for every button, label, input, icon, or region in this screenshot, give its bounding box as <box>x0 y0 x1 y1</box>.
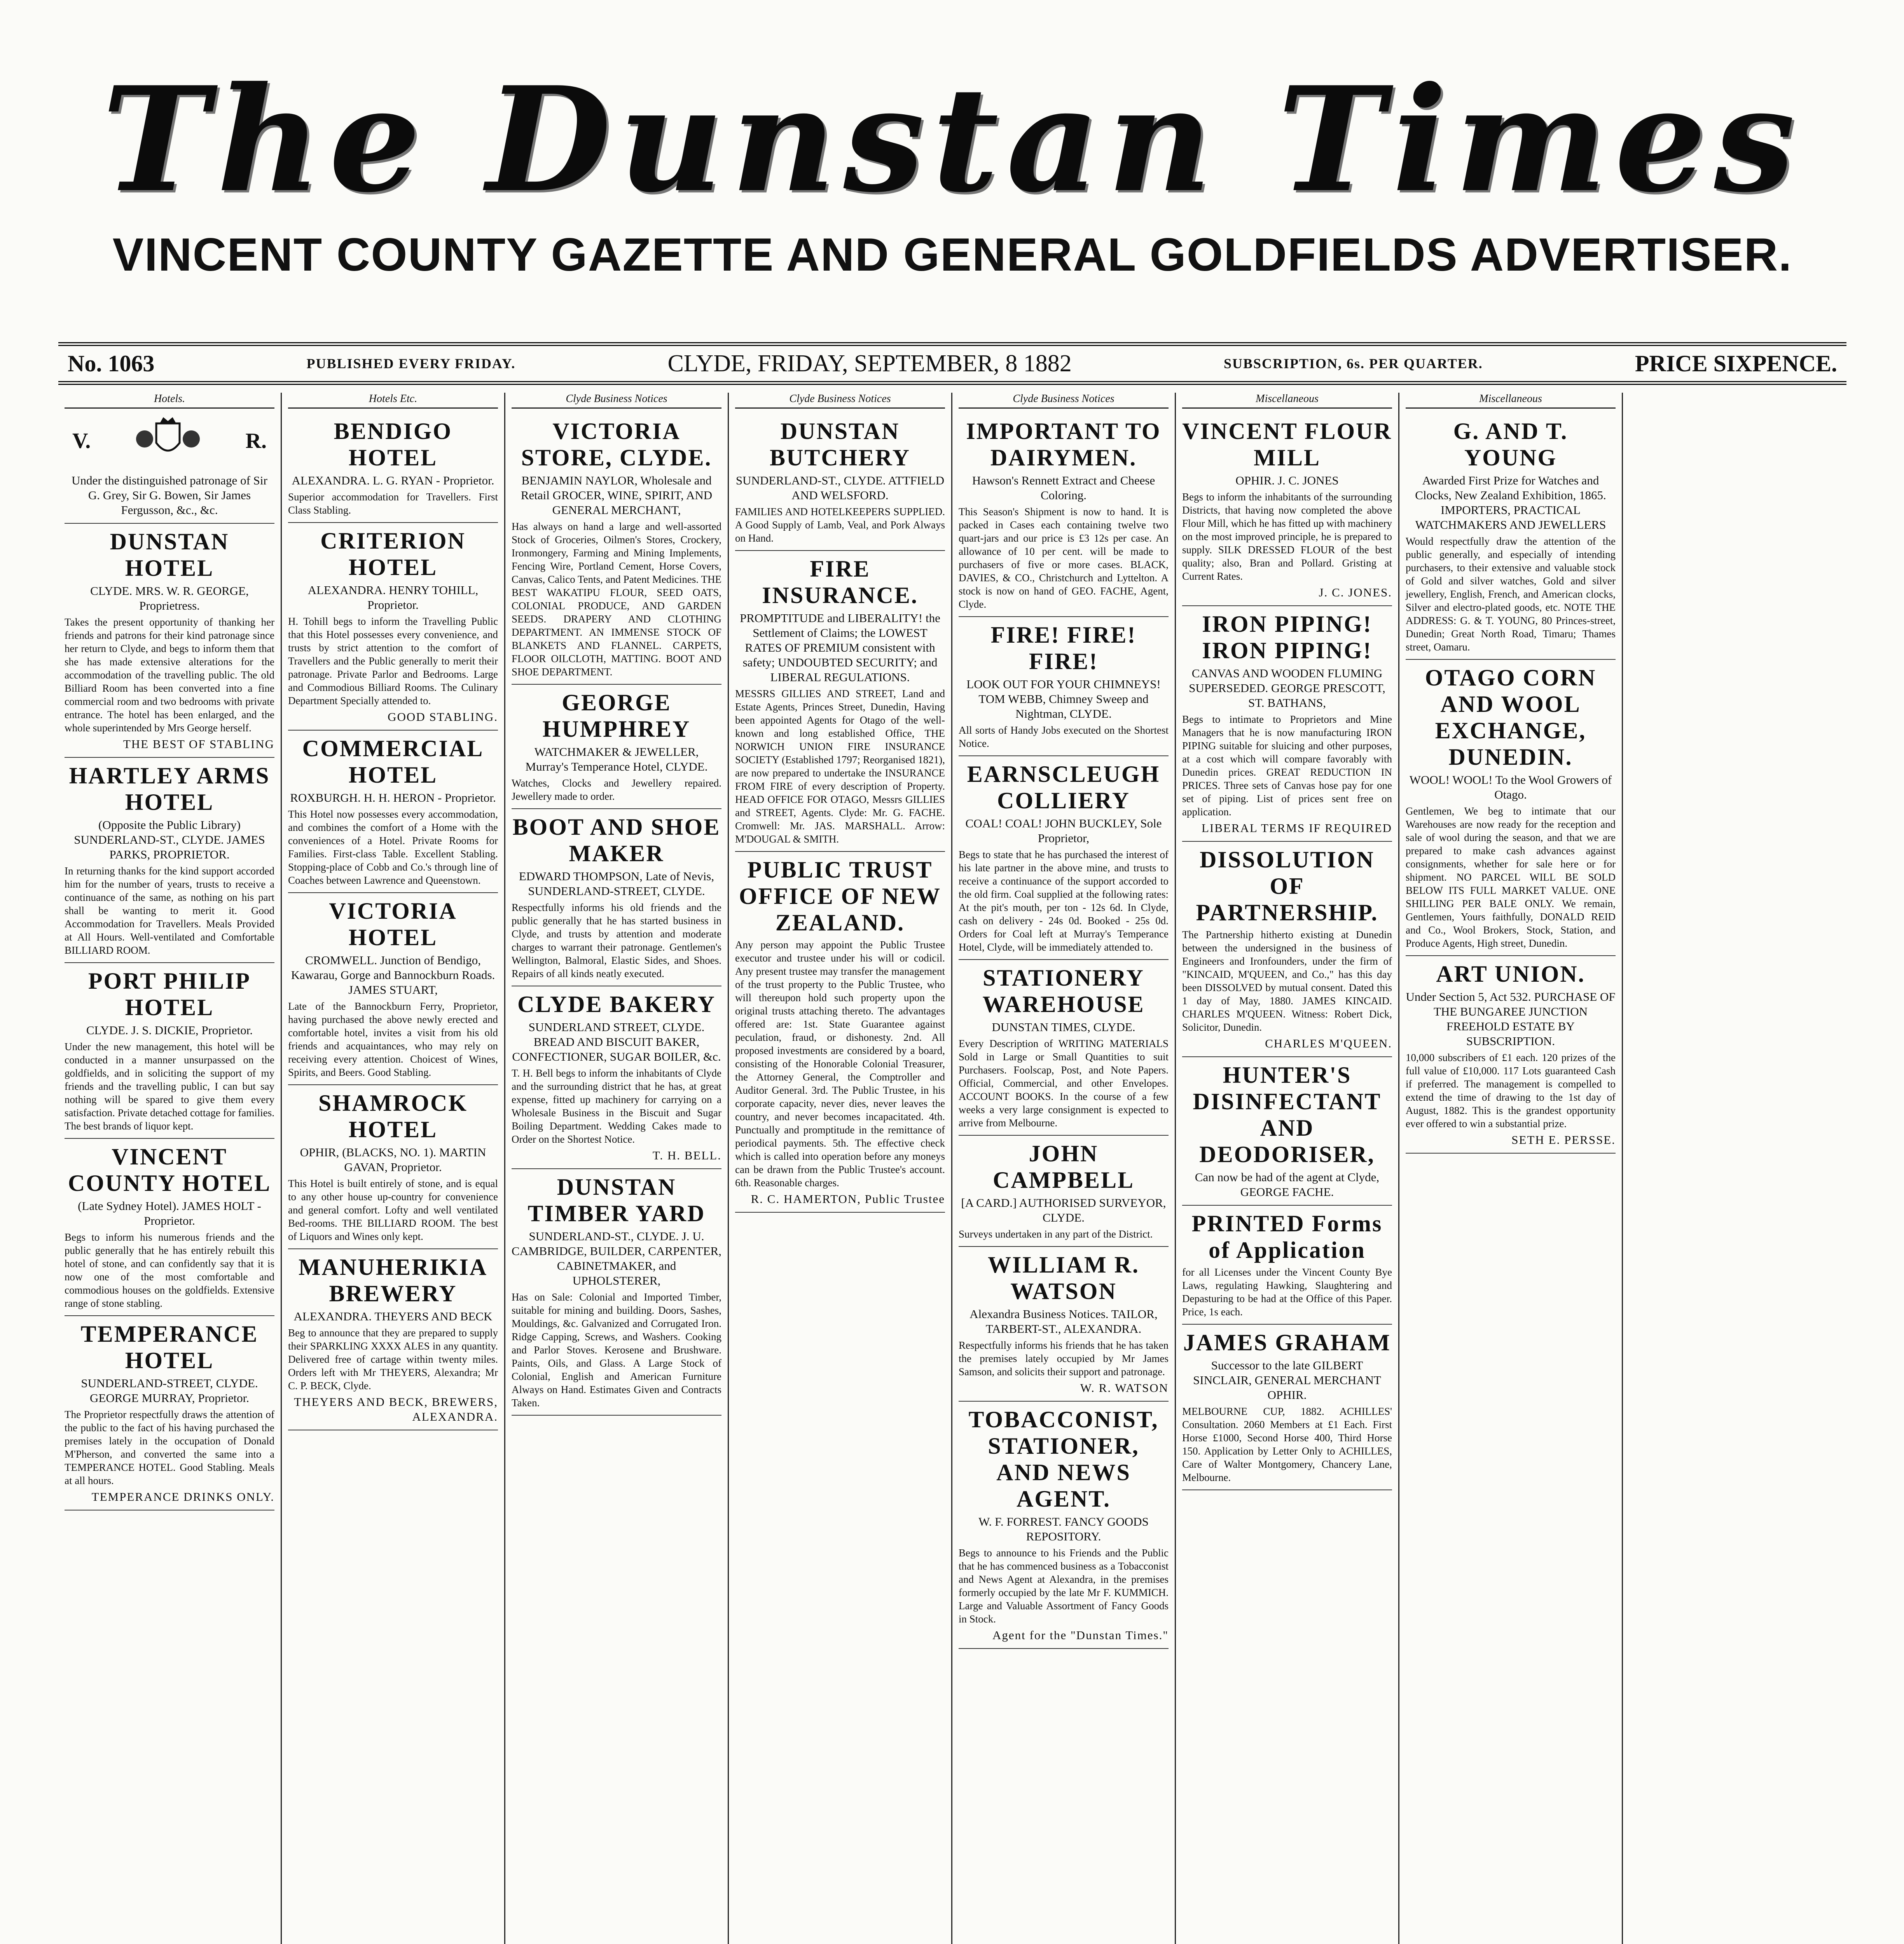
ad-subtitle: ALEXANDRA. HENRY TOHILL, Proprietor. <box>307 583 479 612</box>
ad-body: In returning thanks for the kind support accorded him for the number of years, trusts to receive a continuance of the same, as nothing on his part shall be wanting to merit it. Good Accommodation for Travellers. Meals Provided at All Hours. Well-ventilated and Comfortable BILLIARD ROOM. <box>65 865 274 956</box>
issue-price: PRICE SIXPENCE. <box>1635 350 1837 376</box>
column-2 <box>282 393 505 1944</box>
columns-container <box>58 393 1846 1944</box>
ad-body: 10,000 subscribers of £1 each. 120 prizes of the full value of £10,000. 117 Lots guaranteed Cash if preferred. The management is compelled to extend the time of drawing to the 1st day of August, 1882. This is the grandest opportunity ever offered to win a substantial prize. <box>1406 1052 1616 1129</box>
advertisement <box>288 1085 498 1249</box>
ad-body: Begs to inform his numerous friends and the public generally that he has entirely rebuilt this hotel of stone, and can confidently say that it is now one of the most comfortable and commodious houses on the goldfields. Extensive range of stone stabling. <box>65 1231 274 1309</box>
column-3 <box>505 393 729 1944</box>
ad-title: FIRE INSURANCE. <box>762 556 918 608</box>
ad-title: GEORGE HUMPHREY <box>542 690 691 742</box>
ad-subtitle: SUNDERLAND-ST., CLYDE. J. U. CAMBRIDGE, BUILDER, CARPENTER, CABINETMAKER, and UPHOLSTERER, <box>512 1229 721 1287</box>
ad-title: DUNSTAN HOTEL <box>110 529 229 581</box>
advertisement <box>1182 606 1392 842</box>
ad-body: Beg to announce that they are prepared to supply their SPARKLING XXXX ALES in any quantity. Delivered free of cartage within twenty miles. Orders left with Mr THEYERS, Alexandra; Mr C. P. BECK, Clyde. <box>288 1327 498 1392</box>
ad-body: This Hotel now possesses every accommodation, and combines the comfort of a Home with the conveniences of a Hotel. Private Rooms for Families. First-class Table. Excellent Stabling. Stopping-place of Cobb and Co.'s through line of Coaches between Lawrence and Queenstown. <box>288 808 498 886</box>
advertisement <box>959 1136 1169 1247</box>
ad-title: CRITERION HOTEL <box>320 528 466 580</box>
advertisement <box>1182 413 1392 606</box>
ad-body: Every Description of WRITING MATERIALS Sold in Large or Small Quantities to suit Purchasers. Foolscap, Post, and Note Papers. Official, Commercial, and other Envelopes. ACCOUNT BOOKS. In the course of a few weeks a very large consignment is expected to arrive from Melbourne. <box>959 1038 1169 1129</box>
ad-body: Under the new management, this hotel will be conducted in a manner unsurpassed on the goldfields, and in soliciting the support of my friends and the travelling public, I can but say nothing will be spared to give them every satisfaction. Private detached cottage for families. The best brands of liquor kept. <box>65 1041 274 1132</box>
column-heading: Clyde Business Notices <box>959 393 1169 409</box>
ad-title: SHAMROCK HOTEL <box>318 1090 468 1142</box>
ad-subtitle: PROMPTITUDE and LIBERALITY! the Settlement of Claims; the LOWEST RATES OF PREMIUM consistent with safety; UNDOUBTED SECURITY; and LIBERAL REGULATIONS. <box>740 611 940 684</box>
advertisement <box>512 685 721 809</box>
ad-subtitle: BENJAMIN NAYLOR, Wholesale and Retail GROCER, WINE, SPIRIT, AND GENERAL MERCHANT, <box>521 474 713 517</box>
advertisement <box>65 524 274 758</box>
ad-subtitle: Awarded First Prize for Watches and Clocks, New Zealand Exhibition, 1865. IMPORTERS, PRACTICAL WATCHMAKERS AND JEWELLERS <box>1415 474 1606 531</box>
issue-number: No. 1063 <box>68 350 155 376</box>
advertisement <box>1182 842 1392 1057</box>
ad-body: MELBOURNE CUP, 1882. ACHILLES' Consultation. 2060 Members at £1 Each. First Horse £1000, Second Horse 400, Third Horse 150. Application by Letter Only to ACHILLES, Care of Walter Montgomery, Chancery Lane, Melbourne. <box>1182 1406 1392 1483</box>
ad-title: STATIONERY WAREHOUSE <box>982 965 1145 1017</box>
ad-signature: THEYERS AND BECK, BREWERS, ALEXANDRA. <box>294 1395 498 1423</box>
ad-title: OTAGO CORN AND WOOL EXCHANGE, DUNEDIN. <box>1425 665 1597 770</box>
ad-body: for all Licenses under the Vincent County Bye Laws, regulating Hawking, Slaughtering and Depasturing to be had at the Office of this Paper. Price, 1s each. <box>1182 1266 1392 1318</box>
advertisement <box>959 756 1169 960</box>
ad-subtitle: SUNDERLAND STREET, CLYDE. BREAD AND BISCUIT BAKER, CONFECTIONER, SUGAR BOILER, &c. <box>512 1020 721 1063</box>
coat-of-arms-icon <box>129 416 207 466</box>
advertisement <box>512 413 721 685</box>
advertisement <box>1182 1057 1392 1206</box>
ad-title: VICTORIA HOTEL <box>329 898 457 950</box>
advertisement <box>288 893 498 1085</box>
advertisement <box>65 963 274 1139</box>
ad-title: PUBLIC TRUST OFFICE OF NEW ZEALAND. <box>739 857 942 935</box>
advertisement <box>959 1247 1169 1402</box>
ad-subtitle: WOOL! WOOL! To the Wool Growers of Otago. <box>1409 773 1612 801</box>
crest-letter-left: V. <box>72 429 91 453</box>
column-5 <box>952 393 1176 1944</box>
ad-body: This Season's Shipment is now to hand. It is packed in Cases each containing twelve two quart-jars and our price is £3 12s per case. An allowance of 10 per cent. will be made to purchasers of five or more cases. BLACK, DAVIES, & CO., Christchurch and Lyttelton. A stock is now on hand of GEO. FACHE, Agent, Clyde. <box>959 506 1169 610</box>
ad-title: IMPORTANT TO DAIRYMEN. <box>966 418 1161 470</box>
ad-body: MESSRS GILLIES AND STREET, Land and Estate Agents, Princes Street, Dunedin, Having been appointed Agents for Otago of the well-known and long established Office, THE NORWICH UNION FIRE INSURANCE SOCIETY (Established 1797; Reorganised 1821), are now prepared to undertake the INSURANCE FROM FIRE of every description of Property. HEAD OFFICE FOR OTAGO, Messrs GILLIES and STREET, Agents. Clyde: Mr. G. FACHE. Cromwell: Mr. JAS. MARSHALL. Arrow: M'DOUGAL & SMITH. <box>735 688 945 845</box>
advertisement <box>1406 956 1616 1154</box>
ad-title: VINCENT COUNTY HOTEL <box>68 1144 271 1196</box>
ad-title: DISSOLUTION OF PARTNERSHIP. <box>1196 847 1378 925</box>
ad-subtitle: Alexandra Business Notices. TAILOR, TARBERT-ST., ALEXANDRA. <box>969 1307 1158 1336</box>
ad-title: TEMPERANCE HOTEL <box>80 1321 259 1373</box>
ad-title: DUNSTAN BUTCHERY <box>770 418 910 470</box>
ad-title: TOBACCONIST, STATIONER, AND NEWS AGENT. <box>968 1407 1159 1512</box>
ad-body: FAMILIES AND HOTELKEEPERS SUPPLIED. A Good Supply of Lamb, Veal, and Pork Always on Hand. <box>735 506 945 544</box>
ad-subtitle: COAL! COAL! JOHN BUCKLEY, Sole Proprietor, <box>965 816 1162 845</box>
advertisement <box>65 466 274 524</box>
ad-body: Superior accommodation for Travellers. First Class Stabling. <box>288 491 498 516</box>
advertisement <box>512 809 721 986</box>
ad-subtitle: LOOK OUT FOR YOUR CHIMNEYS! TOM WEBB, Chimney Sweep and Nightman, CLYDE. <box>966 677 1161 720</box>
ad-body: Begs to announce to his Friends and the Public that he has commenced business as a Tobacconist and News Agent at Alexandra, in the premises formerly occupied by the late Mr F. KUMMICH. Large and Valuable Assortment of Fancy Goods in Stock. <box>959 1547 1169 1625</box>
ad-title: CLYDE BAKERY <box>517 991 716 1017</box>
ad-body: This Hotel is built entirely of stone, and is equal to any other house up-country for convenience and general comfort. Lofty and well ventilated Bed-rooms. THE BILLIARD ROOM. The best of Liquors and Wines only kept. <box>288 1178 498 1242</box>
advertisement <box>65 1139 274 1316</box>
advertisement <box>288 523 498 731</box>
masthead-title: The Dunstan Times <box>102 56 1803 224</box>
ad-body: H. Tohill begs to inform the Travelling Public that this Hotel possesses every convenience, and trusts by strict attention to the comfort of Travellers and the Public generally to merit their patronage. Private Parlor and Bedrooms. Large and Commodious Billiard Rooms. The Culinary Department Specially attended to. <box>288 615 498 706</box>
ad-body: The Proprietor respectfully draws the attention of the public to the fact of his having purchased the premises lately in the occupation of Donald M'Pherson, and converted the same into a TEMPERANCE HOTEL. Good Stabling. Meals at all hours. <box>65 1409 274 1486</box>
ad-body: Has on Sale: Colonial and Imported Timber, suitable for mining and building. Doors, Sashes, Mouldings, &c. Galvanized and Corrugated Iron. Ridge Capping, Screws, and Washers. Cooking and Parlor Stoves. Kerosene and Brushware. Paints, Oils, and Glass. A Large Stock of Colonial, English and American Furniture Always on Hand. Estimates Given and Contracts Taken. <box>512 1291 721 1409</box>
advertisement <box>512 986 721 1169</box>
column-6 <box>1176 393 1399 1944</box>
ad-body: T. H. Bell begs to inform the inhabitants of Clyde and the surrounding district that he has, at great expense, fitted up machinery for carrying on a Wholesale Business in the Biscuit and Sugar Boiling Department. Wedding Cakes made to Order on the Shortest Notice. <box>512 1067 721 1145</box>
ad-body: Begs to inform the inhabitants of the surrounding Districts, that having now completed the above Flour Mill, which he has fitted up with machinery on the most improved principle, he is prepared to supply. SILK DRESSED FLOUR of the best quality; also, Bran and Pollard. Gristing at Current Rates. <box>1182 491 1392 582</box>
ad-body: Late of the Bannockburn Ferry, Proprietor, having purchased the above newly erected and comfortable hotel, invites a visit from his old friends and acquaintances, who may rely on receiving every attention. Choicest of Wines, Spirits, and Beers. Good Stabling. <box>288 1000 498 1078</box>
ad-title: FIRE! FIRE! FIRE! <box>990 622 1137 674</box>
ad-subtitle: EDWARD THOMPSON, Late of Nevis, SUNDERLAND-STREET, CLYDE. <box>519 869 714 898</box>
ad-subtitle: ALEXANDRA. THEYERS AND BECK <box>293 1309 493 1323</box>
ad-subtitle: CROMWELL. Junction of Bendigo, Kawarau, Gorge and Bannockburn Roads. JAMES STUART, <box>291 953 495 996</box>
ad-subtitle: CANVAS AND WOODEN FLUMING SUPERSEDED. GEORGE PRESCOTT, ST. BATHANS, <box>1189 666 1385 710</box>
ad-subtitle: [A CARD.] AUTHORISED SURVEYOR, CLYDE. <box>961 1196 1166 1224</box>
ad-signature: LIBERAL TERMS IF REQUIRED <box>1201 821 1392 835</box>
ad-subtitle: CLYDE. J. S. DICKIE, Proprietor. <box>86 1023 253 1037</box>
advertisement <box>1182 1325 1392 1490</box>
ad-signature: T. H. BELL. <box>652 1149 721 1162</box>
ad-subtitle: (Late Sydney Hotel). JAMES HOLT - Proprietor. <box>78 1199 261 1227</box>
ad-body: Takes the present opportunity of thanking her friends and patrons for their kind patronage since her return to Clyde, and begs to inform them that she has made extensive alterations for the accommodation of the travelling public. The old Billiard Room has been converted into a fine commercial room and two bedrooms with private entrance. The hotel has been enlarged, and the whole superintended by Mrs George herself. <box>65 616 274 734</box>
ad-subtitle: Under the distinguished patronage of Sir G. Grey, Sir G. Bowen, Sir James Fergusson, &c., &c. <box>72 474 267 517</box>
ad-signature: TEMPERANCE DRINKS ONLY. <box>91 1490 274 1503</box>
advertisement <box>288 413 498 523</box>
ad-subtitle: Successor to the late GILBERT SINCLAIR, GENERAL MERCHANT OPHIR. <box>1193 1358 1381 1402</box>
advertisement <box>735 551 945 852</box>
ad-subtitle: W. F. FORREST. FANCY GOODS REPOSITORY. <box>978 1515 1149 1543</box>
ad-subtitle: Hawson's Rennett Extract and Cheese Coloring. <box>972 474 1155 502</box>
ad-body: Gentlemen, We beg to intimate that our Warehouses are now ready for the reception and sale of wool during the season, and that we are prepared to make cash advances against consignments, whether for sale here or for shipment. NO PARCEL WILL BE SOLD BELOW ITS FULL MARKET VALUE. ONE SHILLING PER BALE ONLY. We remain, Gentlemen, Yours faithfully, DONALD REID and Co., Wool Brokers, Stock, Station, and Produce Agents, High street, Dunedin. <box>1406 805 1616 949</box>
ad-subtitle: WATCHMAKER & JEWELLER, Murray's Temperance Hotel, CLYDE. <box>525 745 708 773</box>
ad-title: VICTORIA STORE, CLYDE. <box>521 418 712 470</box>
ad-title: JAMES GRAHAM <box>1183 1330 1391 1355</box>
ad-signature: CHARLES M'QUEEN. <box>1265 1037 1392 1050</box>
ad-body: Respectfully informs his old friends and the public generally that he has started business in Clyde, and trusts by attention and moderate charges to warrant their patronage. Gentlemen's Wellington, Balmoral, Elastic Sides, and Shoes. Repairs of all kinds neatly executed. <box>512 902 721 979</box>
column-heading: Clyde Business Notices <box>735 393 945 409</box>
ad-subtitle: SUNDERLAND-ST., CLYDE. ATTFIELD AND WELSFORD. <box>735 474 945 502</box>
ad-title: EARNSCLEUGH COLLIERY <box>967 761 1160 813</box>
masthead-subtitle: VINCENT COUNTY GAZETTE AND GENERAL GOLDFIELDS ADVERTISER. <box>112 229 1792 281</box>
advertisement <box>65 758 274 963</box>
issue-date: CLYDE, FRIDAY, SEPTEMBER, 8 1882 <box>667 350 1072 377</box>
ad-title: ART UNION. <box>1436 961 1585 987</box>
masthead <box>58 58 1846 284</box>
ad-title: BENDIGO HOTEL <box>334 418 452 470</box>
dateline-bar <box>58 342 1846 385</box>
ad-subtitle: Can now be had of the agent at Clyde, GEORGE FACHE. <box>1195 1170 1380 1199</box>
advertisement <box>65 1316 274 1510</box>
column-8 <box>1623 393 1846 1944</box>
advertisement <box>288 1249 498 1430</box>
ad-signature: SETH E. PERSSE. <box>1511 1133 1616 1147</box>
ad-subtitle: CLYDE. MRS. W. R. GEORGE, Proprietress. <box>90 584 249 612</box>
advertisement <box>512 1169 721 1416</box>
ad-title: HARTLEY ARMS HOTEL <box>69 763 270 815</box>
ad-subtitle: OPHIR, (BLACKS, NO. 1). MARTIN GAVAN, Proprietor. <box>300 1145 486 1174</box>
ad-title: IRON PIPING! IRON PIPING! <box>1202 611 1372 663</box>
ad-title: PORT PHILIP HOTEL <box>88 968 251 1020</box>
publication-frequency: PUBLISHED EVERY FRIDAY. <box>306 356 516 371</box>
column-heading: Hotels Etc. <box>288 393 498 409</box>
ad-title: JOHN CAMPBELL <box>992 1141 1135 1193</box>
advertisement <box>1182 1206 1392 1325</box>
ad-subtitle: (Opposite the Public Library) SUNDERLAND-ST., CLYDE. JAMES PARKS, PROPRIETOR. <box>74 818 265 861</box>
ad-body: Has always on hand a large and well-assorted Stock of Groceries, Oilmen's Stores, Crockery, Ironmongery, Farming and Mining Implements, Fencing Wire, Portland Cement, Horse Covers, Canvas, Calico Tents, and Patent Medicines. THE BEST WAKATIPU FLOUR, SEED OATS, COLONIAL PRODUCE, AND GARDEN SEEDS. DRAPERY AND CLOTHING DEPARTMENT. AN IMMENSE STOCK OF BLANKETS AND FLANNEL. CARPETS, FLOOR OILCLOTH, MATTING. BOOT AND SHOE DEPARTMENT. <box>512 521 721 678</box>
crest-letter-right: R. <box>245 429 267 453</box>
ad-signature: THE BEST OF STABLING <box>123 737 274 751</box>
advertisement <box>959 960 1169 1136</box>
subscription-rate: SUBSCRIPTION, 6s. PER QUARTER. <box>1223 356 1483 371</box>
ad-signature: J. C. JONES. <box>1319 586 1392 599</box>
ad-body: Begs to state that he has purchased the interest of his late partner in the above mine, and trusts to receive a continuance of the support accorded to the old firm. Coal supplied at the following rates: At the pit's mouth, per ton - 12s 6d. In Clyde, cash on delivery - 24s 0d. Booked - 25s 0d. Orders for Coal left at Murray's Temperance Hotel, Clyde, will be immediately attended to. <box>959 849 1169 953</box>
ad-signature: W. R. WATSON <box>1080 1381 1169 1395</box>
ad-signature: GOOD STABLING. <box>388 710 498 724</box>
ad-subtitle: DUNSTAN TIMES, CLYDE. <box>992 1020 1135 1034</box>
ad-subtitle: SUNDERLAND-STREET, CLYDE. GEORGE MURRAY, Proprietor. <box>81 1376 258 1405</box>
ad-title: DUNSTAN TIMBER YARD <box>528 1174 706 1226</box>
column-4 <box>729 393 952 1944</box>
ad-body: Watches, Clocks and Jewellery repaired. Jewellery made to order. <box>512 777 721 802</box>
ad-body: The Partnership hitherto existing at Dunedin between the undersigned in the business of Engineers and Ironfounders, under the firm of "KINCAID, M'QUEEN, and Co.," has this day been DISSOLVED by mutual consent. Dated this 1 day of May, 1880. JAMES KINCAID. CHARLES M'QUEEN. Witness: Robert Dick, Solicitor, Dunedin. <box>1182 929 1392 1033</box>
column-heading: Clyde Business Notices <box>512 393 721 409</box>
column-heading: Miscellaneous <box>1406 393 1616 409</box>
ad-body: Respectfully informs his friends that he has taken the premises lately occupied by Mr James Samson, and solicits their support and patronage. <box>959 1339 1169 1378</box>
advertisement <box>959 413 1169 617</box>
column-7 <box>1399 393 1623 1944</box>
royal-crest <box>65 413 274 466</box>
ad-body: Begs to intimate to Proprietors and Mine Managers that he is now manufacturing IRON PIPING suitable for sluicing and other purposes, at a cost which will compare favorably with Dunedin prices. GREAT REDUCTION IN PRICES. Three sets of Canvas hose pay for one set of piping. List of prices sent free on application. <box>1182 713 1392 818</box>
advertisement <box>1406 660 1616 956</box>
ad-subtitle: OPHIR. J. C. JONES <box>1235 474 1339 487</box>
ad-title: BOOT AND SHOE MAKER <box>512 814 721 866</box>
ad-title: VINCENT FLOUR MILL <box>1182 418 1392 470</box>
ad-title: HUNTER'S DISINFECTANT AND DEODORISER, <box>1193 1062 1382 1167</box>
ad-body: Any person may appoint the Public Trustee executor and trustee under his will or codicil. Any present trustee may transfer the management of the trust property to the Public Trustee, who will thereupon hold such property upon the original trusts attaching thereto. The advantages offered are: 1st. State Guarantee against peculation, fraud, or dishonesty. 2nd. All proposed investments are considered by a board, consisting of the Honorable Colonial Treasurer, the Attorney General, the Comptroller and Auditor General. 3rd. The Public Trustee, in his corporate capacity, never dies, never leaves the country, and never becomes incapacitated. 4th. Punctually and promptitude in the remittance of periodical payments. 5th. The effective check which is called into operation before any moneys can be drawn from the Public Trustee's account. 6th. Reasonable charges. <box>735 939 945 1189</box>
column-1 <box>58 393 282 1944</box>
ad-signature: Agent for the "Dunstan Times." <box>992 1628 1169 1642</box>
ad-title: PRINTED Forms of Application <box>1191 1211 1383 1263</box>
column-heading: Miscellaneous <box>1182 393 1392 409</box>
advertisement <box>735 852 945 1213</box>
ad-title: COMMERCIAL HOTEL <box>302 736 484 788</box>
advertisement <box>735 413 945 551</box>
ad-title: MANUHERIKIA BREWERY <box>298 1254 488 1306</box>
ad-body: All sorts of Handy Jobs executed on the Shortest Notice. <box>959 724 1169 749</box>
ad-subtitle: ROXBURGH. H. H. HERON - Proprietor. <box>290 791 496 804</box>
advertisement <box>288 731 498 893</box>
column-heading: Hotels. <box>65 393 274 409</box>
ad-signature: R. C. HAMERTON, Public Trustee <box>751 1192 945 1206</box>
ad-subtitle: Under Section 5, Act 532. PURCHASE OF THE BUNGAREE JUNCTION FREEHOLD ESTATE BY SUBSCRIPTION. <box>1406 990 1616 1048</box>
ad-title: WILLIAM R. WATSON <box>987 1252 1140 1304</box>
advertisement <box>1406 413 1616 660</box>
ad-title: G. AND T. YOUNG <box>1453 418 1568 470</box>
advertisement <box>959 1402 1169 1649</box>
ad-body: Surveys undertaken in any part of the District. <box>959 1228 1153 1240</box>
ad-subtitle: ALEXANDRA. L. G. RYAN - Proprietor. <box>292 474 494 487</box>
ad-body: Would respectfully draw the attention of the public generally, and especially of intending purchasers, to their extensive and valuable stock of Gold and silver watches, Gold and silver jewellery, English, French, and American clocks, Silver and electro-plated goods, etc. NOTE THE ADDRESS: G. & T. YOUNG, 80 Princes-street, Dunedin; Great North Road, Timaru; Thames street, Oamaru. <box>1406 535 1616 653</box>
advertisement <box>959 617 1169 756</box>
